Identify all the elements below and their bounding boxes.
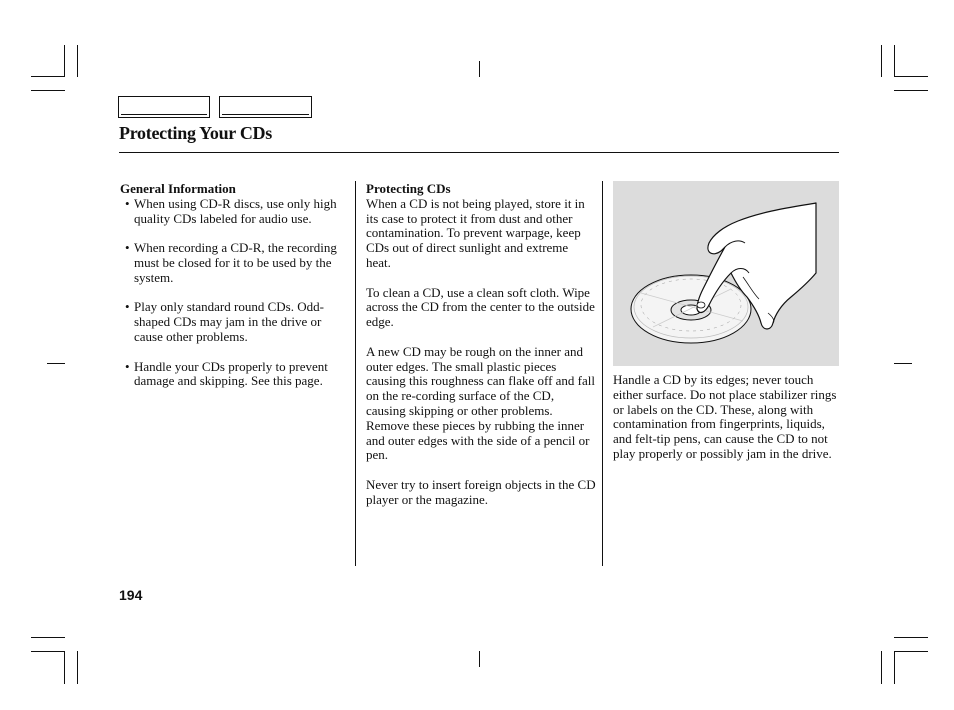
list-item: • Play only standard round CDs. Odd-shaped CDs may jam in the drive or cause other problems. xyxy=(120,300,346,344)
paragraph: To clean a CD, use a clean soft cloth. Wipe across the CD from the center to the outside edge. xyxy=(366,284,595,330)
page-title: Protecting Your CDs xyxy=(119,123,272,143)
list-item: • When using CD-R discs, use only high quality CDs labeled for audio use. xyxy=(120,197,346,227)
column-divider-1 xyxy=(355,181,356,566)
title-rule xyxy=(119,152,839,153)
illustration-caption xyxy=(613,373,843,477)
hand-holding-cd-icon xyxy=(613,181,839,366)
cd-handling-illustration xyxy=(613,181,839,366)
caption-text: Handle a CD by its edges; never touch either surface. Do not place stabilizer rings or labels on the CD. These, along with contamination from fingerprints, liquids, and felt-tip pens, can cause the CD to not play properly or possibly jam in the drive. xyxy=(613,372,837,461)
paragraph: When a CD is not being played, store it in its case to protect it from dust and other contamination. To prevent warpage, keep CDs out of direct sunlight and extreme heat. xyxy=(366,195,585,270)
paragraph: A new CD may be rough on the inner and outer edges. The small plastic pieces causing this roughness can flake off and fall on the re-cording surface of the CD, causing skipping or other problems. Remove these pieces by rubbing the inner and outer edges with the side of a pencil or pen. xyxy=(366,343,595,463)
column-divider-2 xyxy=(602,181,603,566)
general-information-heading: General Information xyxy=(120,181,236,196)
general-information-column xyxy=(120,182,346,404)
list-item: • Handle your CDs properly to prevent damage and skipping. See this page. xyxy=(120,360,346,390)
list-item: • When recording a CD-R, the recording must be closed for it to be used by the system. xyxy=(120,241,346,285)
protecting-cds-column xyxy=(366,182,596,522)
general-information-list xyxy=(120,197,346,389)
paragraph: Never try to insert foreign objects in the CD player or the magazine. xyxy=(366,476,596,507)
section-tab-2 xyxy=(219,96,312,118)
page-number: 194 xyxy=(119,587,143,603)
section-tab-1 xyxy=(118,96,210,118)
cd-disc xyxy=(631,275,751,343)
protecting-cds-heading: Protecting CDs xyxy=(366,181,451,196)
